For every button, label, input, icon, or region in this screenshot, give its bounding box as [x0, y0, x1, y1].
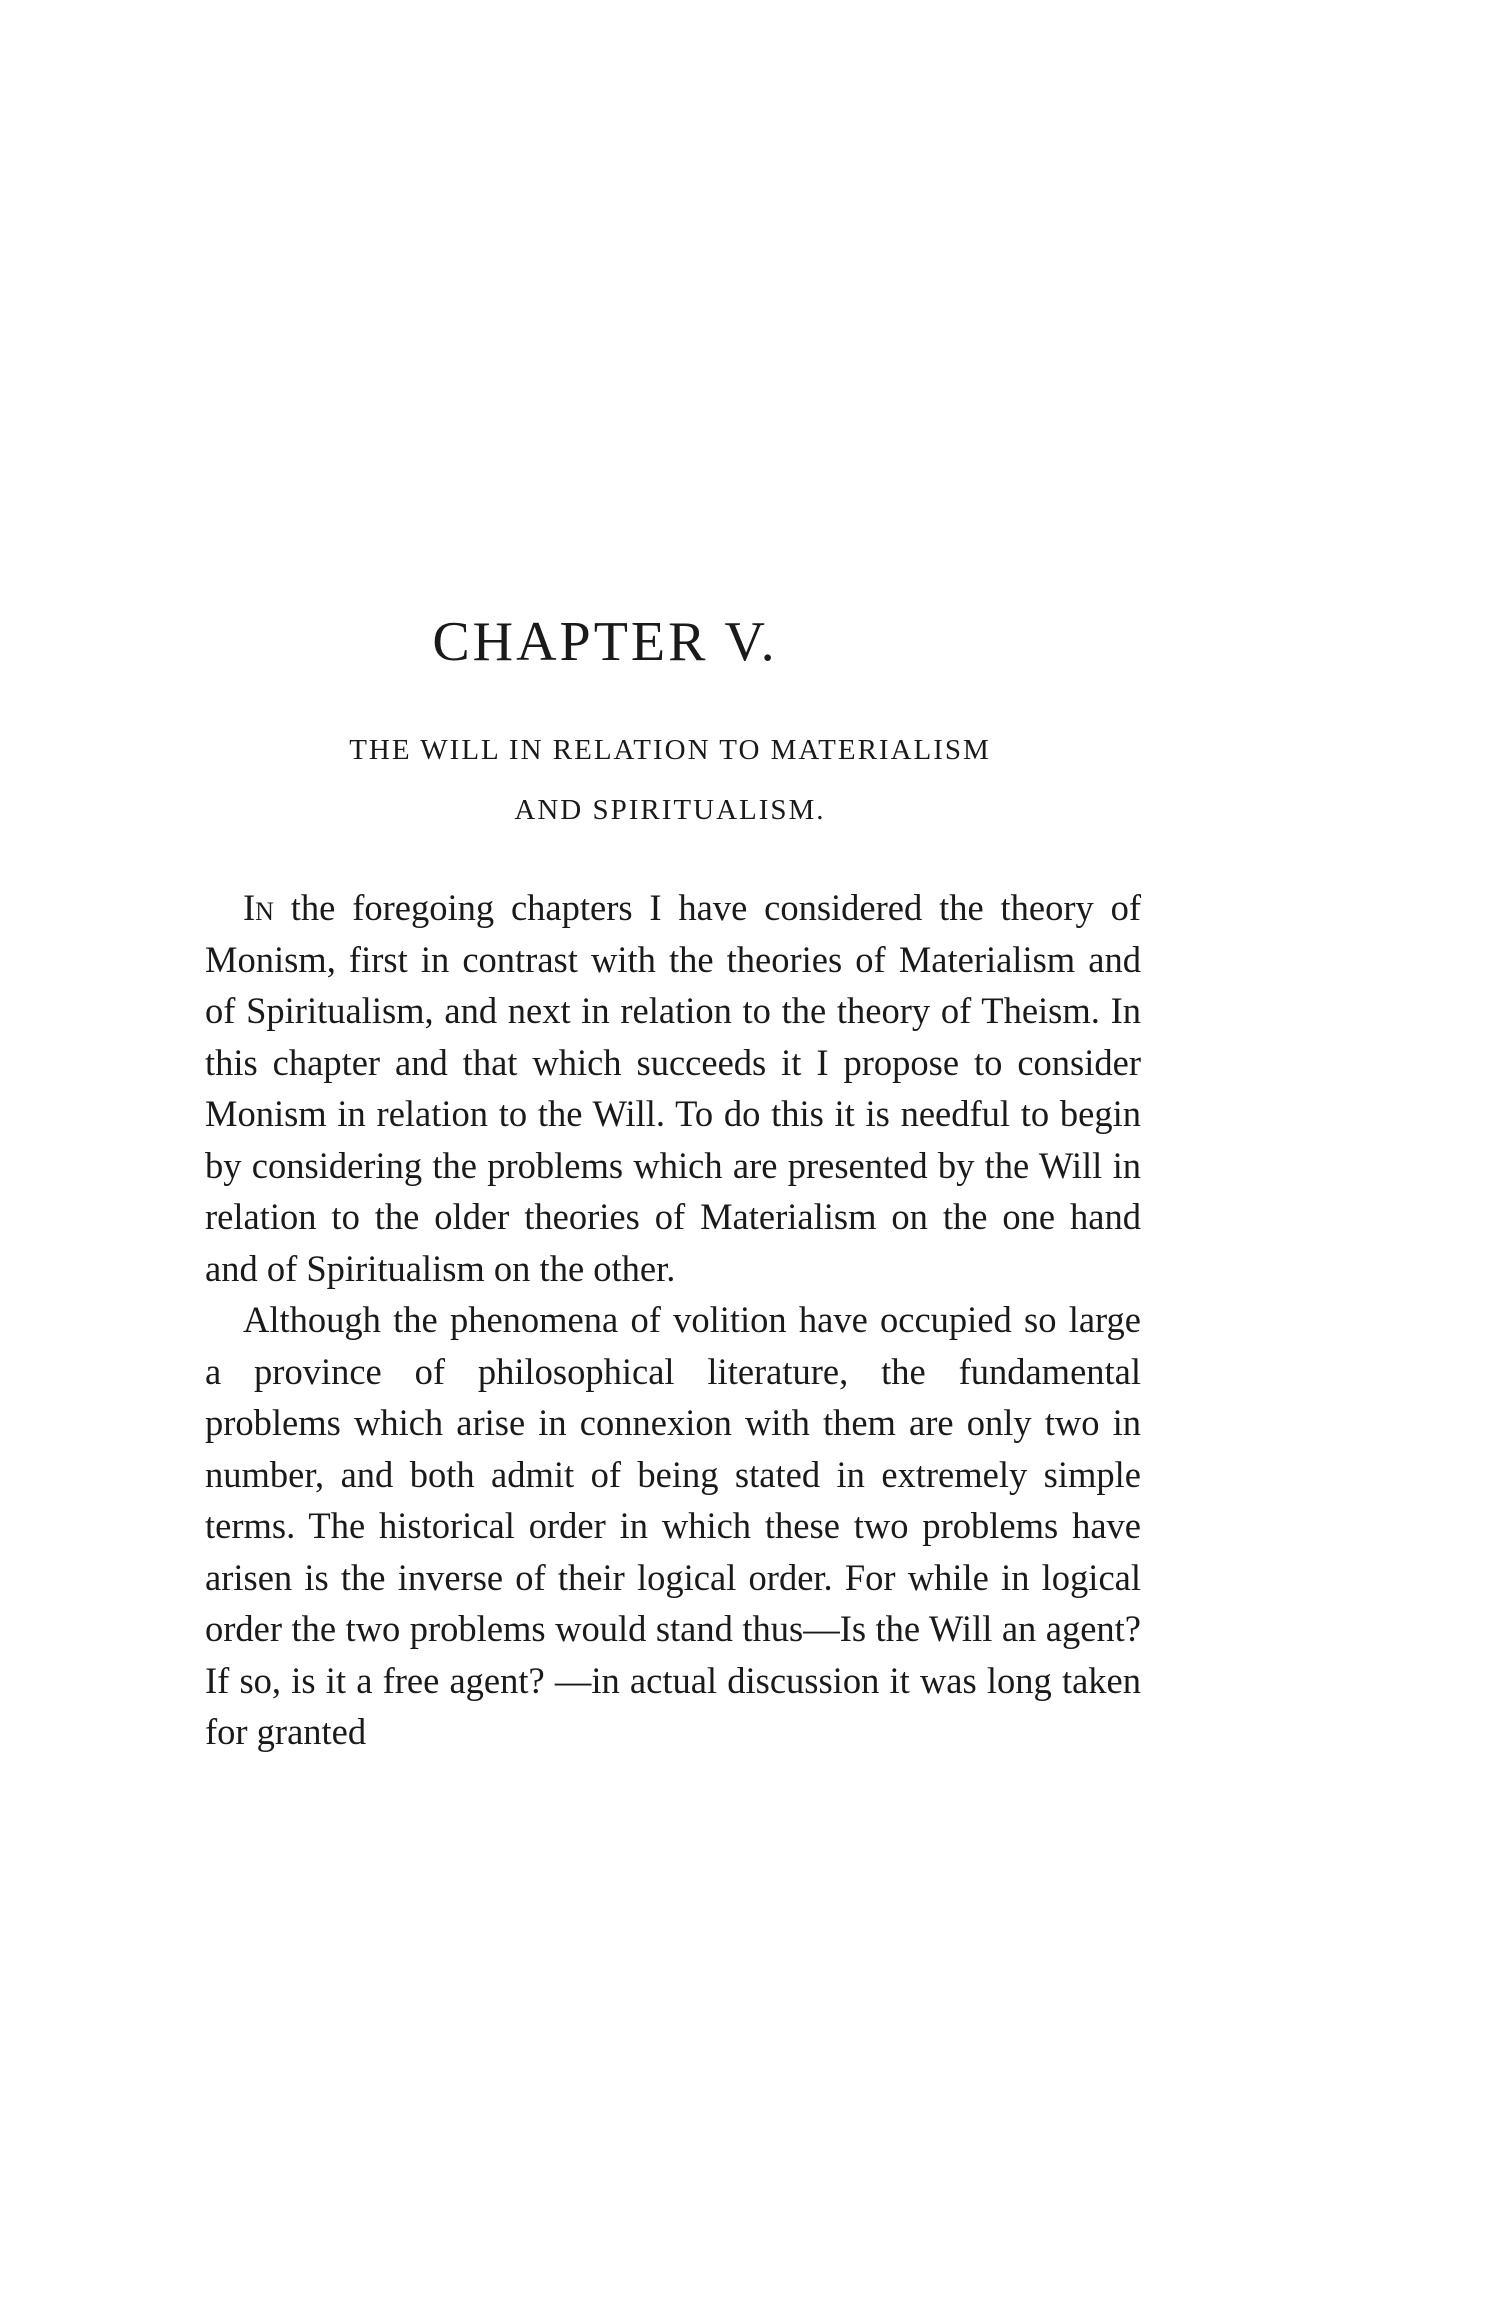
paragraph-2: Although the phenomena of volition have occupied so large a province of philosophical literature, the fundamental problems which arise in connexion with them are only two in number, and both admit of being stated in extremely simple terms. The historical order in which these two problems have arisen is the inverse of their logical order. For while in logical order the two problems would stand thus—Is the Will an agent? If so, is it a free agent? —in actual discussion it was long taken for granted [205, 1299, 1141, 1752]
chapter-subtitle-line-2: AND SPIRITUALISM. [514, 794, 826, 826]
chapter-subtitle [200, 720, 1140, 840]
chapter-subtitle-line-1: THE WILL IN RELATION TO MATERIALISM [349, 734, 991, 766]
chapter-body [205, 882, 1141, 1758]
paragraph-1-text: the foregoing chapters I have considered the theory of Monism, first in contrast with the theories of Materialism and of Spiritualism, and next in relation to the theory of Theism. In this chapter and that which succeeds it I propose to consider Monism in relation to the Will. To do this it is needful to begin by considering the problems which are presented by the Will in relation to the older theories of Materialism on the one hand and of Spiritualism on the other. [205, 887, 1141, 1289]
paragraph-1-lead-word: In [243, 887, 274, 928]
paragraph-1 [205, 882, 1141, 1294]
chapter-title: CHAPTER V. [432, 611, 778, 673]
